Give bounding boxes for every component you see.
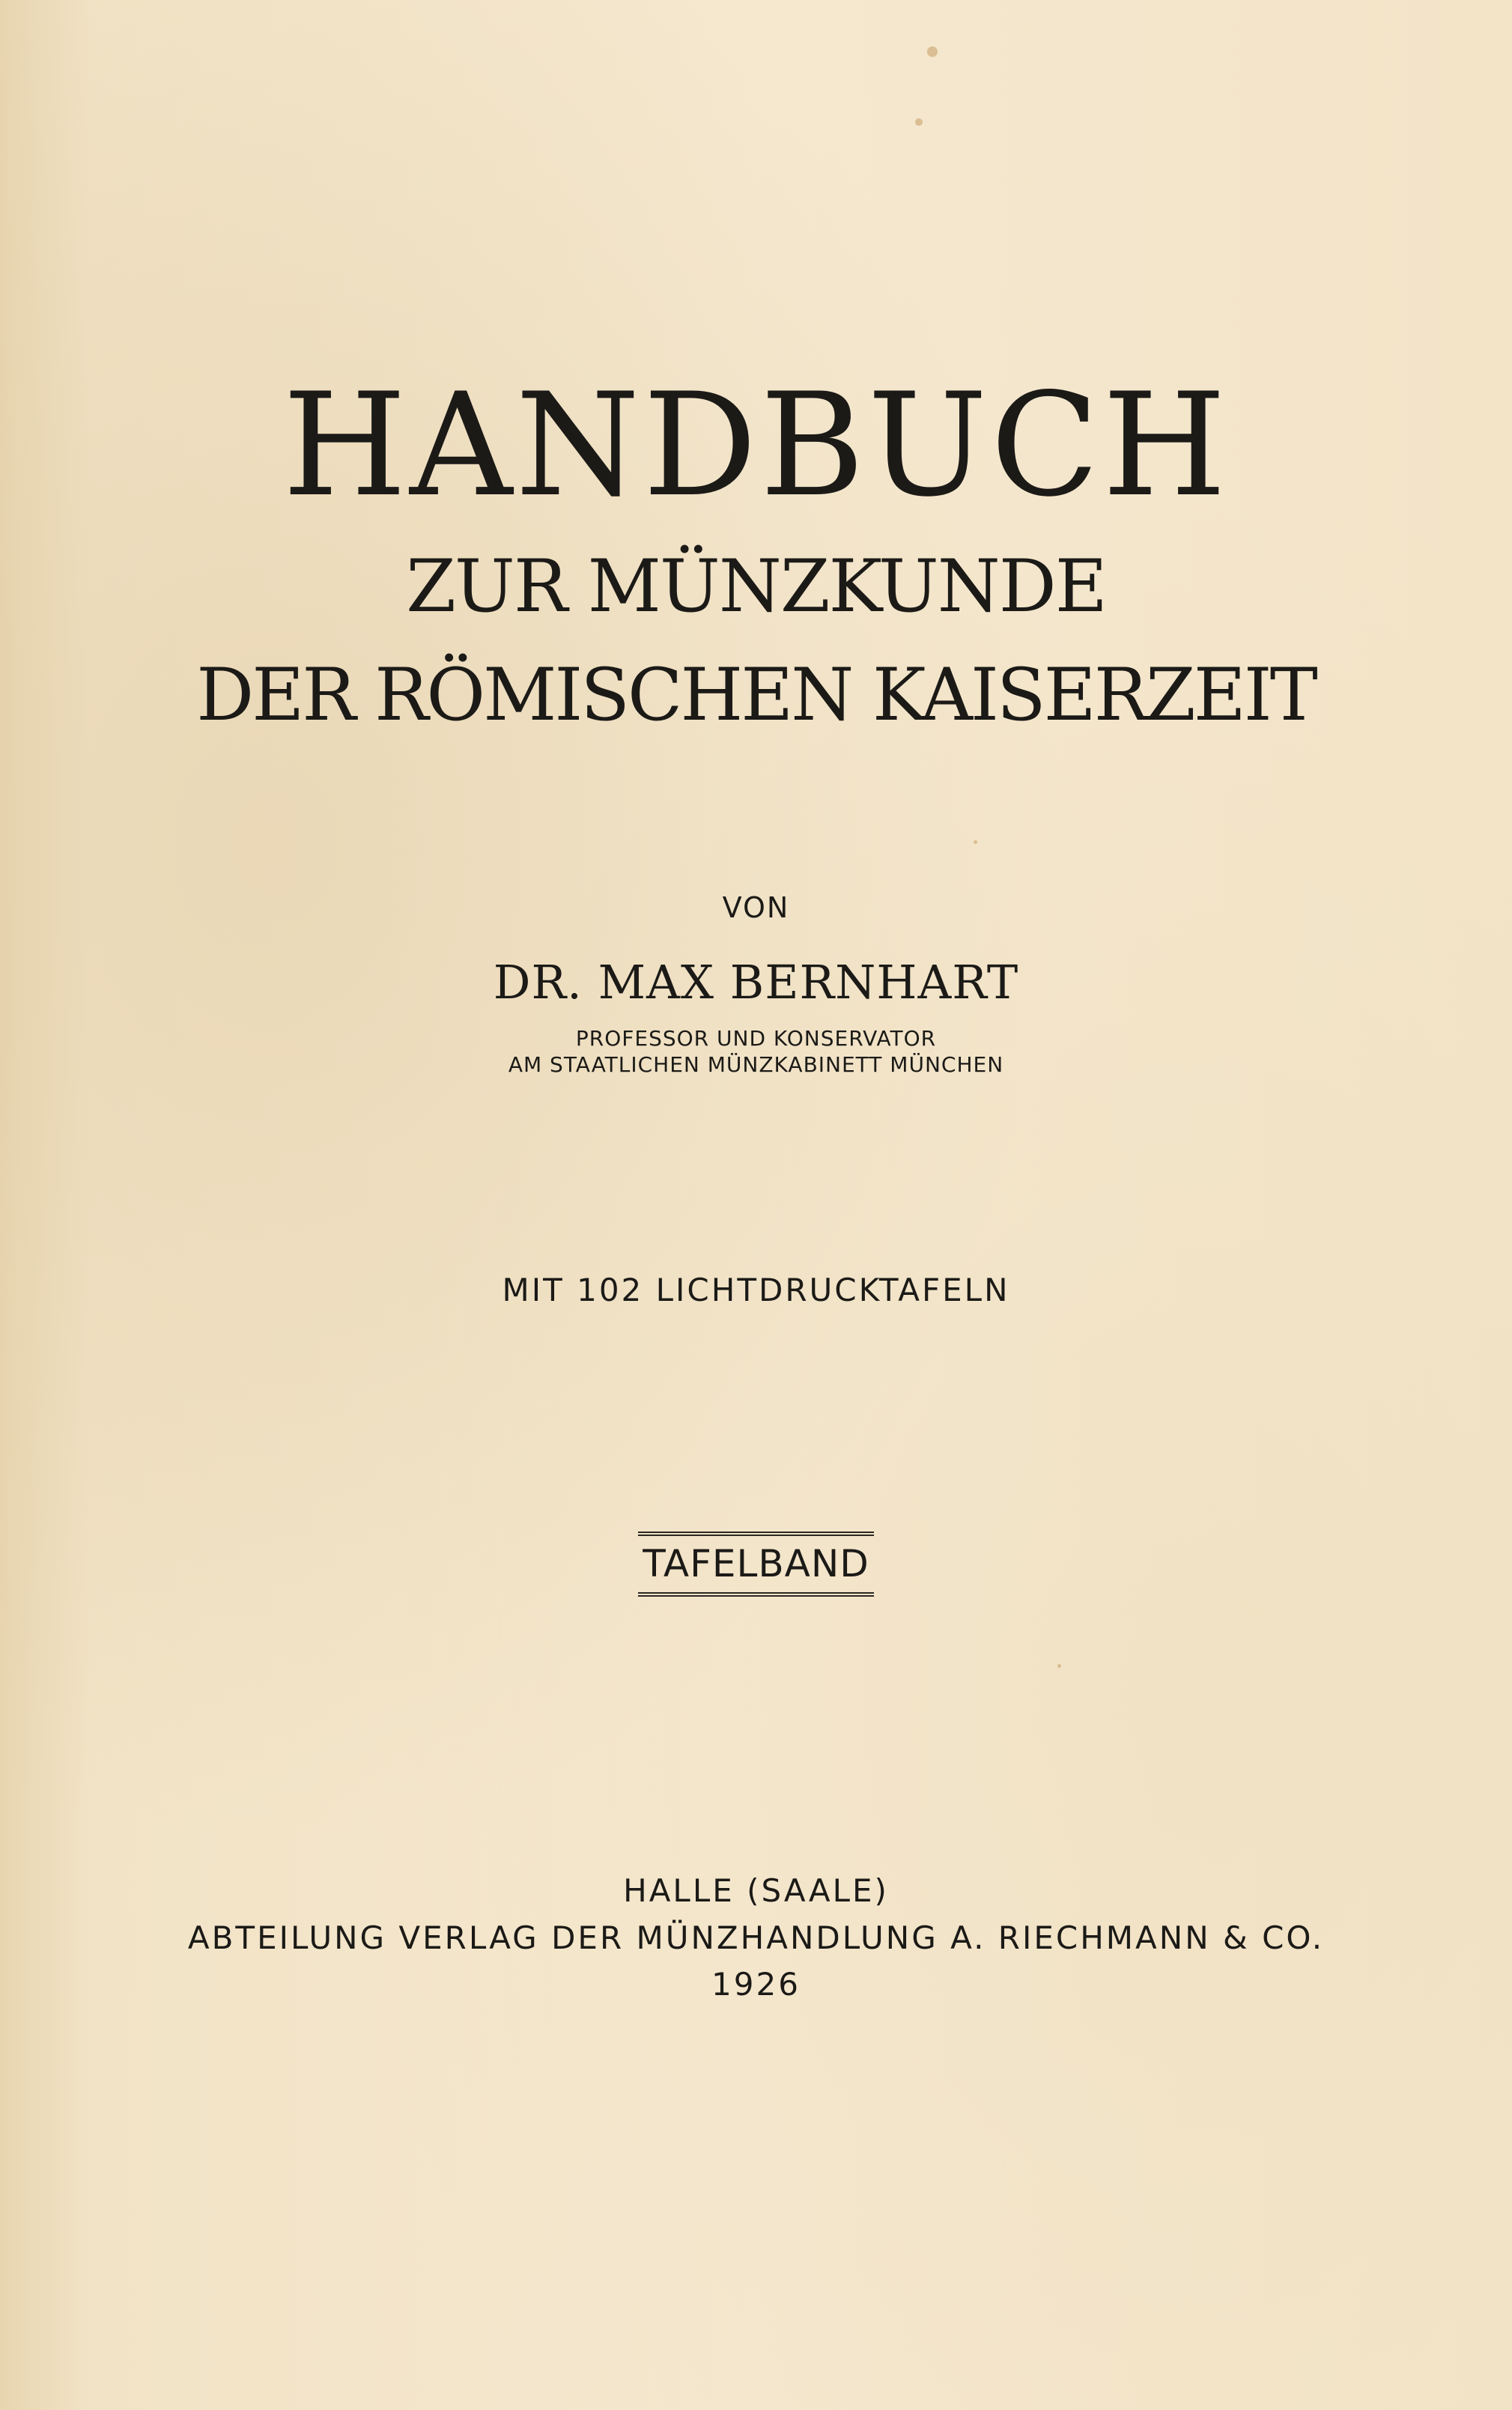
publication-year: 1926 [711,1966,801,2003]
paper-speck [915,118,923,126]
volume-label: TAFELBAND [638,1532,873,1597]
paper-speck [1057,1664,1061,1668]
paper-speck [927,46,938,57]
plates-note: MIT 102 LICHTDRUCKTAFELN [502,1272,1010,1308]
book-title: HANDBUCH [282,362,1230,528]
volume-label-frame [0,1532,1512,1597]
author-role-line-1: PROFESSOR UND KONSERVATOR [575,1026,937,1051]
publication-place: HALLE (SAALE) [623,1872,889,1909]
by-label: VON [722,891,790,924]
subtitle-line-2: DER RÖMISCHEN KAISERZEIT [196,653,1316,737]
author-name: DR. MAX BERNHART [493,955,1019,1010]
paper-speck [974,840,977,844]
subtitle-line-1: ZUR MÜNZKUNDE [406,544,1106,628]
publisher: ABTEILUNG VERLAG DER MÜNZHANDLUNG A. RIECHMANN & CO. [187,1919,1325,1956]
author-role-line-2: AM STAATLICHEN MÜNZKABINETT MÜNCHEN [508,1052,1004,1077]
